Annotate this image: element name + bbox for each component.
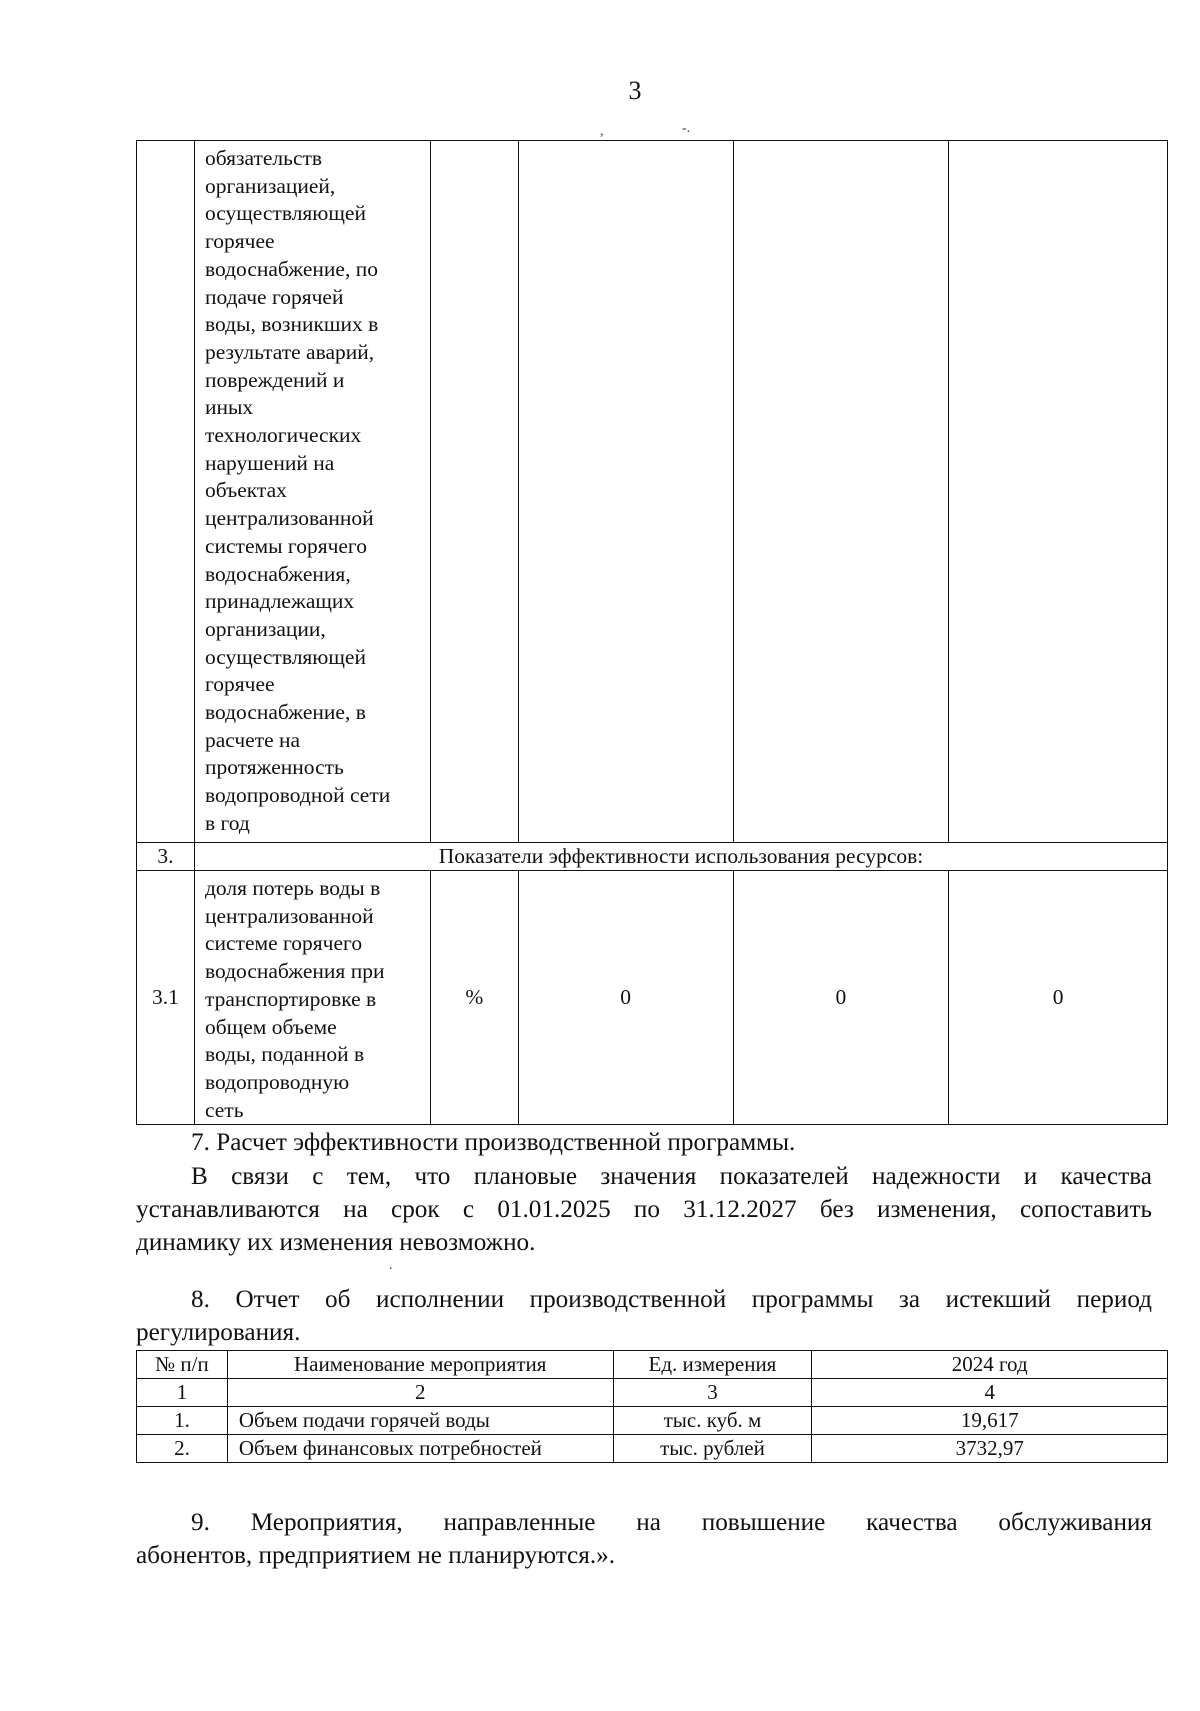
unit-cell: % (430, 871, 518, 1125)
table-row (137, 141, 1168, 843)
column-header: Наименование мероприятия (227, 1351, 613, 1379)
section-number: 3. (137, 843, 195, 871)
value-cell (518, 141, 733, 843)
value-cell: 19,617 (812, 1407, 1168, 1435)
section-8-paragraph: 8. Отчет об исполнении производственной программы за истекший период регулирования. (136, 1286, 1152, 1346)
row-number-cell: 1. (137, 1407, 228, 1435)
scan-speck: -. (682, 121, 691, 136)
value-cell (949, 141, 1168, 843)
table-row (137, 871, 1168, 1125)
value-cell: 0 (733, 871, 949, 1125)
scan-speck: . (389, 1258, 393, 1273)
value-cell (733, 141, 949, 843)
value-cell: 0 (518, 871, 733, 1125)
measure-name: Объем подачи горячей воды (227, 1407, 613, 1435)
table-row (137, 1435, 1168, 1463)
scan-speck: , (600, 124, 604, 139)
section-7-heading: 7. Расчет эффективности производственной программы. (191, 1129, 796, 1156)
column-header: Ед. измерения (613, 1351, 812, 1379)
table-row (137, 1407, 1168, 1435)
section-header-row (137, 843, 1168, 871)
page-number: 3 (628, 76, 642, 105)
row-number-cell (137, 141, 195, 843)
unit-cell: тыс. рублей (613, 1435, 812, 1463)
section-9-paragraph: 9. Мероприятия, направленные на повышение качества обслуживания абонентов, предприятием не планируются.». (136, 1509, 1152, 1569)
measure-name: Объем финансовых потребностей (227, 1435, 613, 1463)
unit-cell (430, 141, 518, 843)
column-index: 4 (812, 1379, 1168, 1407)
program-report-table (136, 1350, 1168, 1463)
column-header: № п/п (137, 1351, 228, 1379)
value-cell: 0 (949, 871, 1168, 1125)
row-number-cell: 3.1 (137, 871, 195, 1125)
value-cell: 3732,97 (812, 1435, 1168, 1463)
indicator-description: обязательств организацией, осуществляющей горячее водоснабжение, по подаче горячей воды, возникших в результате аварий, повреждений и иных технологических нарушений на объектах централизованной системы горячего водоснабжения, принадлежащих организации, осуществляющей горячее водоснабжение, в расчете на протяженность водопроводной сети в год (194, 141, 430, 843)
indicator-description: доля потерь воды в централизованной системе горячего водоснабжения при транспортировке в общем объеме воды, поданной в водопроводную сеть (194, 871, 430, 1125)
column-header: 2024 год (812, 1351, 1168, 1379)
column-index: 1 (137, 1379, 228, 1407)
section-7-paragraph: В связи с тем, что плановые значения показателей надежности и качества устанавливаются на срок с 01.01.2025 по 31.12.2027 без изменения, сопоставить динамику их изменения невозможно. (136, 1163, 1152, 1256)
row-number-cell: 2. (137, 1435, 228, 1463)
table-header-row (137, 1351, 1168, 1379)
column-index-row (137, 1379, 1168, 1407)
unit-cell: тыс. куб. м (613, 1407, 812, 1435)
column-index: 3 (613, 1379, 812, 1407)
section-title: Показатели эффективности использования ресурсов: (194, 843, 1167, 871)
column-index: 2 (227, 1379, 613, 1407)
indicators-table (136, 140, 1168, 1125)
